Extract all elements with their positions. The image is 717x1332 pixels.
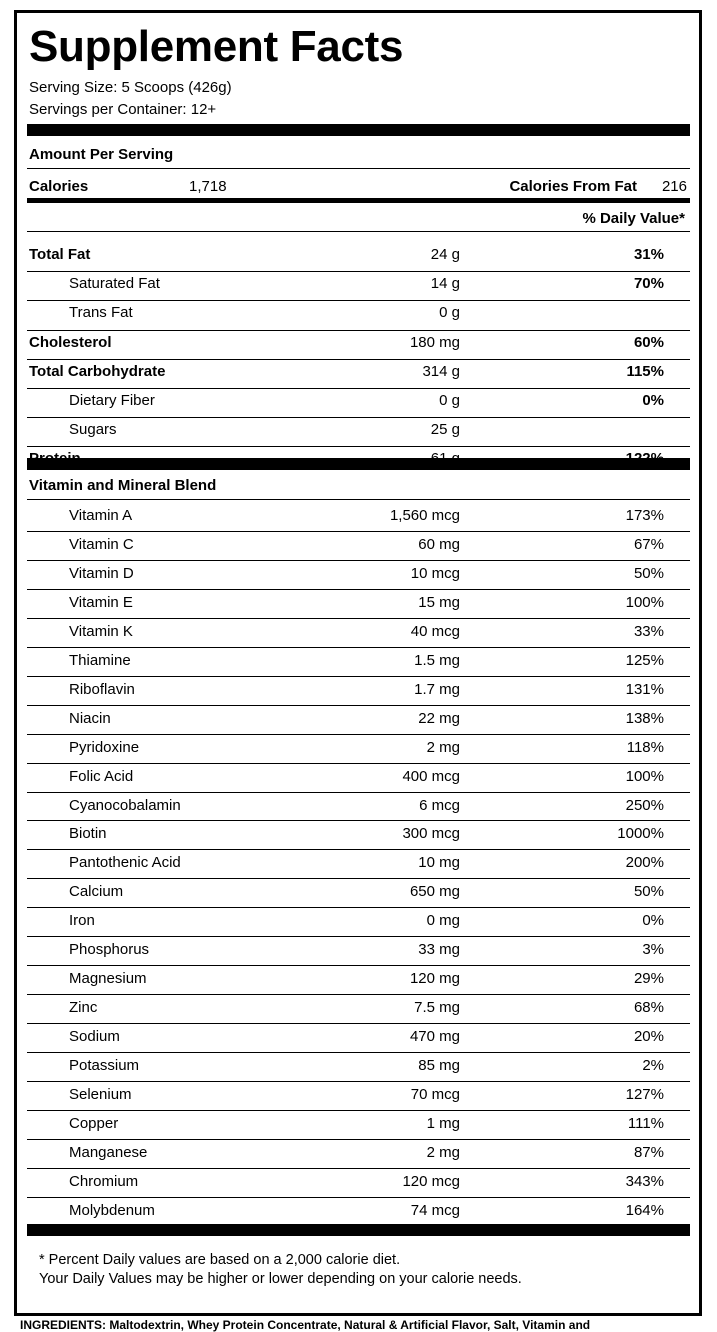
- nutrient-name: Potassium: [69, 1057, 140, 1075]
- nutrient-amount: 0 g: [439, 304, 460, 322]
- row-divider: [27, 820, 690, 821]
- nutrient-daily-value: 100%: [625, 767, 664, 785]
- row-divider: [27, 792, 690, 793]
- nutrient-name: Magnesium: [69, 970, 147, 988]
- divider: [27, 168, 690, 169]
- footnote-line-1: * Percent Daily values are based on a 2,000 calorie diet.: [39, 1252, 401, 1268]
- nutrient-daily-value: 60%: [633, 333, 664, 351]
- nutrient-amount: 0 mg: [426, 912, 460, 930]
- nutrient-amount: 24 g: [430, 246, 460, 263]
- nutrient-daily-value: 20%: [633, 1028, 664, 1046]
- nutrient-amount: 14 g: [430, 275, 460, 293]
- vitamin-row: [27, 941, 690, 961]
- vitamin-row: [27, 1028, 690, 1048]
- nutrient-amount: 85 mg: [418, 1057, 460, 1075]
- nutrient-amount: 33 mg: [418, 941, 460, 959]
- nutrient-amount: 400 mcg: [402, 767, 460, 785]
- nutrient-daily-value: 100%: [625, 593, 664, 611]
- nutrient-daily-value: 125%: [625, 651, 664, 669]
- nutrient-name: Total Carbohydrate: [29, 362, 166, 380]
- nutrient-name: Cyanocobalamin: [69, 796, 181, 814]
- row-divider: [27, 994, 690, 995]
- nutrient-daily-value: 164%: [625, 1201, 664, 1219]
- vitamin-row: [27, 970, 690, 990]
- nutrient-daily-value: 138%: [625, 709, 664, 727]
- row-divider: [27, 1168, 690, 1169]
- ingredients-text: INGREDIENTS: Maltodextrin, Whey Protein Concentrate, Natural & Artificial Flavor, Salt, Vitamin and: [20, 1318, 591, 1332]
- vitamin-row: [27, 883, 690, 903]
- nutrient-name: Cholesterol: [29, 333, 112, 351]
- row-divider: [27, 878, 690, 879]
- row-divider: [27, 1081, 690, 1082]
- row-divider: [27, 849, 690, 850]
- row-divider: [27, 676, 690, 677]
- nutrient-name: Calcium: [69, 883, 124, 901]
- nutrient-amount: 2 mg: [426, 1143, 460, 1161]
- row-divider: [27, 763, 690, 764]
- nutrient-name: Trans Fat: [69, 304, 133, 322]
- nutrient-name: Phosphorus: [69, 941, 150, 959]
- nutrient-daily-value: 1000%: [617, 825, 664, 843]
- macro-row: [27, 334, 690, 354]
- calories-from-fat-label: Calories From Fat: [509, 178, 637, 195]
- nutrient-name: Dietary Fiber: [69, 392, 155, 409]
- vitamin-row: [27, 623, 690, 643]
- row-divider: [27, 1023, 690, 1024]
- daily-value-header: % Daily Value*: [582, 210, 685, 227]
- nutrient-name: Vitamin K: [69, 622, 133, 640]
- servings-per-container: Servings per Container: 12+: [29, 101, 217, 118]
- row-divider: [27, 359, 690, 360]
- row-divider: [27, 965, 690, 966]
- nutrient-daily-value: 70%: [633, 275, 664, 293]
- calories-value: 1,718: [189, 178, 227, 195]
- nutrient-amount: 470 mg: [409, 1028, 460, 1046]
- row-divider: [27, 734, 690, 735]
- nutrient-amount: 10 mg: [418, 854, 460, 872]
- row-divider: [27, 531, 690, 532]
- nutrient-daily-value: 0%: [642, 392, 664, 409]
- nutrient-amount: 0 g: [439, 392, 460, 409]
- vitamin-row: [27, 854, 690, 874]
- nutrient-daily-value: 0%: [642, 912, 664, 930]
- nutrient-amount: 300 mcg: [402, 825, 460, 843]
- vitamin-row: [27, 739, 690, 759]
- row-divider: [27, 1139, 690, 1140]
- nutrient-daily-value: 31%: [633, 246, 664, 263]
- nutrient-name: Vitamin C: [69, 535, 134, 553]
- nutrient-name: Iron: [69, 912, 95, 930]
- vitamin-blend-title: Vitamin and Mineral Blend: [29, 477, 217, 494]
- vitamin-row: [27, 768, 690, 788]
- nutrient-amount: 6 mcg: [419, 796, 460, 814]
- calories-row: [27, 178, 690, 198]
- macro-row: [27, 421, 690, 441]
- vitamin-row: [27, 1115, 690, 1135]
- macro-row: [27, 392, 690, 412]
- vitamin-row: [27, 565, 690, 585]
- nutrient-daily-value: 200%: [625, 854, 664, 872]
- row-divider: [27, 388, 690, 389]
- vitamin-row: [27, 1086, 690, 1106]
- nutrient-daily-value: 3%: [642, 941, 664, 959]
- nutrient-name: Total Fat: [29, 246, 91, 263]
- row-divider: [27, 499, 690, 500]
- nutrient-name: Vitamin A: [69, 507, 133, 524]
- nutrient-daily-value: 111%: [627, 1114, 664, 1132]
- nutrient-amount: 25 g: [430, 421, 460, 439]
- macro-row: [27, 363, 690, 383]
- nutrient-amount: 120 mcg: [402, 1172, 460, 1190]
- nutrient-daily-value: 29%: [633, 970, 664, 988]
- nutrient-daily-value: 2%: [642, 1057, 664, 1075]
- vitamin-row: [27, 1202, 690, 1222]
- nutrient-name: Folic Acid: [69, 767, 134, 785]
- vitamin-row: [27, 825, 690, 845]
- thick-divider-bottom: [27, 1224, 690, 1236]
- vitamin-row: [27, 652, 690, 672]
- nutrient-name: Manganese: [69, 1143, 148, 1161]
- nutrient-amount: 120 mg: [409, 970, 460, 988]
- vitamin-row: [27, 681, 690, 701]
- vitamin-row: [27, 594, 690, 614]
- nutrient-name: Selenium: [69, 1086, 132, 1103]
- vitamin-row: [27, 999, 690, 1019]
- vitamin-row: [27, 1144, 690, 1164]
- vitamin-row: [27, 536, 690, 556]
- nutrient-daily-value: 127%: [625, 1086, 664, 1103]
- nutrient-daily-value: 173%: [625, 507, 664, 524]
- row-divider: [27, 618, 690, 619]
- row-divider: [27, 705, 690, 706]
- nutrient-name: Molybdenum: [69, 1201, 155, 1219]
- vitamin-row: [27, 507, 690, 527]
- nutrient-name: Pantothenic Acid: [69, 854, 181, 872]
- row-divider: [27, 271, 690, 272]
- calories-label: Calories: [29, 178, 89, 195]
- panel-title: Supplement Facts: [29, 22, 404, 71]
- nutrient-daily-value: 33%: [633, 622, 664, 640]
- nutrient-amount: 10 mcg: [410, 564, 460, 582]
- row-divider: [27, 560, 690, 561]
- nutrient-amount: 22 mg: [418, 709, 460, 727]
- nutrient-name: Sodium: [69, 1028, 120, 1046]
- amount-per-serving: Amount Per Serving: [29, 146, 174, 163]
- nutrient-amount: 180 mg: [409, 333, 460, 351]
- row-divider: [27, 1197, 690, 1198]
- nutrient-name: Vitamin D: [69, 564, 134, 582]
- nutrient-name: Copper: [69, 1114, 119, 1132]
- row-divider: [27, 907, 690, 908]
- vitamin-row: [27, 797, 690, 817]
- nutrient-amount: 2 mg: [426, 738, 460, 756]
- nutrient-daily-value: 115%: [626, 362, 664, 380]
- row-divider: [27, 1110, 690, 1111]
- vitamin-row: [27, 1173, 690, 1193]
- row-divider: [27, 589, 690, 590]
- nutrient-amount: 70 mcg: [410, 1086, 460, 1103]
- row-divider: [27, 417, 690, 418]
- vitamin-row: [27, 1057, 690, 1077]
- nutrient-daily-value: 118%: [626, 738, 664, 756]
- nutrient-amount: 1,560 mcg: [389, 507, 460, 524]
- nutrient-amount: 15 mg: [418, 593, 460, 611]
- nutrient-name: Vitamin E: [69, 593, 133, 611]
- row-divider: [27, 647, 690, 648]
- nutrient-amount: 7.5 mg: [414, 999, 460, 1017]
- nutrient-name: Zinc: [69, 999, 98, 1017]
- nutrient-amount: 314 g: [422, 362, 460, 380]
- nutrient-name: Biotin: [69, 825, 107, 843]
- macro-row: [27, 275, 690, 295]
- supplement-facts-panel: [14, 10, 702, 1316]
- macro-row: [27, 304, 690, 324]
- nutrient-daily-value: 68%: [633, 999, 664, 1017]
- nutrient-amount: 1 mg: [426, 1114, 460, 1132]
- nutrient-daily-value: 50%: [633, 883, 664, 901]
- vitamin-row: [27, 912, 690, 932]
- nutrient-name: Riboflavin: [69, 680, 135, 698]
- row-divider: [27, 231, 690, 232]
- nutrient-name: Niacin: [69, 709, 111, 727]
- row-divider: [27, 446, 690, 447]
- row-divider: [27, 936, 690, 937]
- row-divider: [27, 300, 690, 301]
- thick-divider-top: [27, 124, 690, 136]
- calories-from-fat-value: 216: [661, 178, 687, 195]
- nutrient-daily-value: 87%: [633, 1143, 664, 1161]
- vitamin-row: [27, 710, 690, 730]
- nutrient-daily-value: 50%: [633, 564, 664, 582]
- nutrient-daily-value: 250%: [625, 796, 664, 814]
- nutrient-amount: 1.5 mg: [414, 651, 460, 669]
- serving-size: Serving Size: 5 Scoops (426g): [29, 79, 232, 96]
- footnote-line-2: Your Daily Values may be higher or lower depending on your calorie needs.: [39, 1271, 522, 1287]
- nutrient-name: Pyridoxine: [69, 738, 140, 756]
- nutrient-amount: 650 mg: [409, 883, 460, 901]
- nutrient-daily-value: 67%: [633, 535, 664, 553]
- nutrient-amount: 1.7 mg: [414, 680, 460, 698]
- nutrient-name: Sugars: [69, 421, 117, 439]
- macro-row: [27, 246, 690, 266]
- nutrient-amount: 74 mcg: [410, 1201, 460, 1219]
- thick-divider-mid: [27, 458, 690, 470]
- medium-divider: [27, 198, 690, 203]
- row-divider: [27, 330, 690, 331]
- nutrient-name: Saturated Fat: [69, 275, 160, 293]
- nutrient-name: Thiamine: [69, 651, 131, 669]
- nutrient-name: Chromium: [69, 1172, 139, 1190]
- nutrient-daily-value: 343%: [625, 1172, 664, 1190]
- nutrient-amount: 60 mg: [418, 535, 460, 553]
- nutrient-amount: 40 mcg: [410, 622, 460, 640]
- row-divider: [27, 1052, 690, 1053]
- nutrient-daily-value: 131%: [625, 680, 664, 698]
